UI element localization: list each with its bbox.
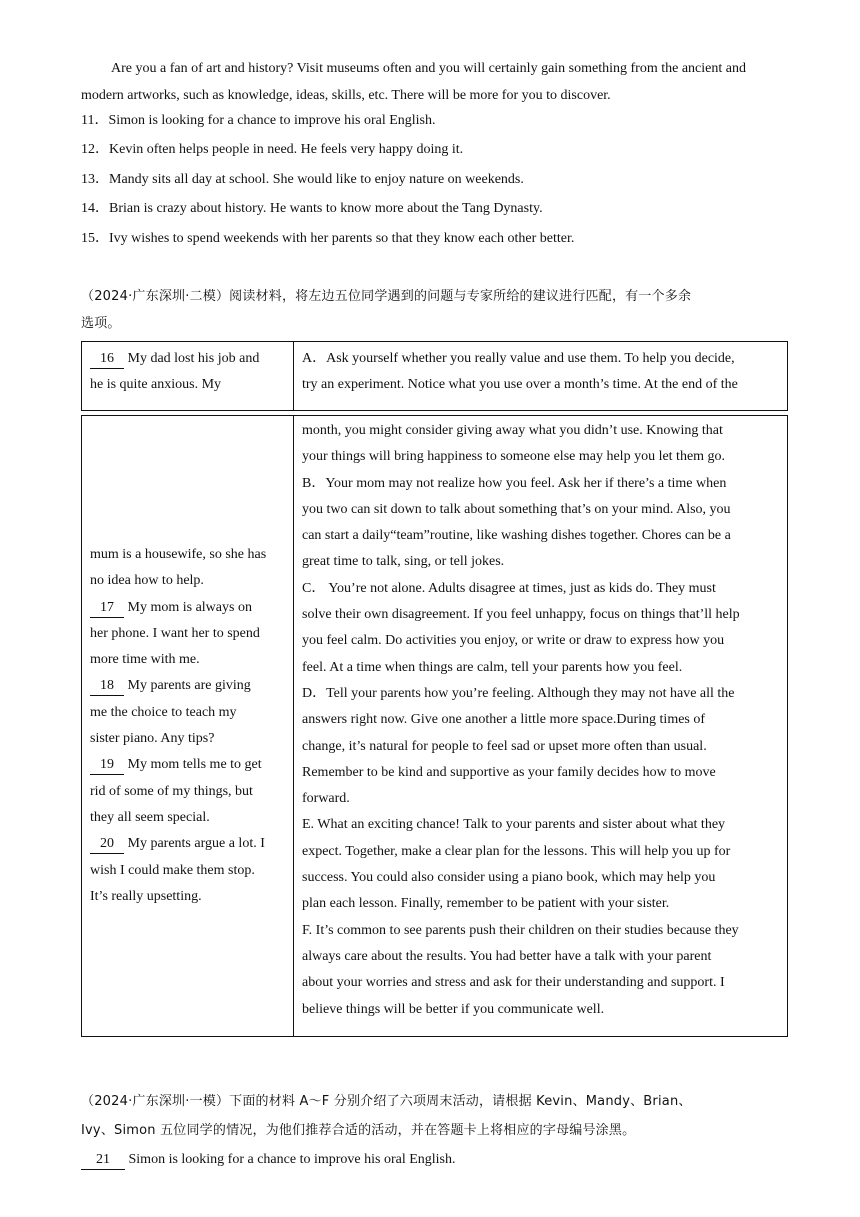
advice-cell [294,416,788,1037]
advice-line: believe things will be better if you communicate well. [302,1001,605,1017]
person-item [81,229,574,249]
advice-line: success. You could also consider using a piano book, which may help you [302,870,716,886]
problem-line: 20 My parents argue a lot. I [90,831,285,857]
section2-header: （2024·广东深圳·二模）阅读材料，将左边五位同学遇到的问题与专家所给的建议进行匹配，有一个多余 [81,289,692,304]
problem-line: they all seem special. [90,809,210,825]
advice-line: A．Ask yourself whether you really value and use them. To help you decide, [302,351,735,366]
advice-line: expect. Together, make a clear plan for the lessons. This will help you up for [302,843,731,859]
item-text: Simon is looking for a chance to improve his oral English. [108,113,436,128]
problem-line: me the choice to teach my [90,704,237,720]
answer-blank[interactable]: 21 [81,1151,125,1170]
item-text: Mandy sits all day at school. She would like to enjoy nature on weekends. [109,172,524,187]
section3-header-cont: Ivy、Simon 五位同学的情况，为他们推荐合适的活动，并在答题卡上将相应的字母编号涂黑。 [81,1123,636,1138]
question-21 [81,1150,456,1170]
answer-blank[interactable]: 18 [90,677,124,696]
section3-header: （2024·广东深圳·一模）下面的材料 A～F 分别介绍了六项周末活动，请根据 Kevin、Mandy、Brian、 [81,1094,692,1109]
advice-line: solve their own disagreement. If you feel unhappy, focus on things that’ll help [302,607,740,623]
item-text: Brian is crazy about history. He wants to know more about the Tang Dynasty. [109,201,543,216]
problem-line: rid of some of my things, but [90,783,253,799]
answer-blank[interactable]: 17 [90,599,124,618]
problem-line: It’s really upsetting. [90,888,202,904]
advice-line: feel. At a time when things are calm, tell your parents how you feel. [302,659,683,675]
item-text: Kevin often helps people in need. He feels very happy doing it. [109,142,464,157]
item-number: 12． [81,142,109,157]
problem-line: 19 My mom tells me to get [90,752,285,778]
intro-paragraph: Are you a fan of art and history? Visit museums often and you will certainly gain something from the ancient and modern artworks, such as knowledge, ideas, skills, etc. There will be more for you to discover. [81,61,746,103]
advice-line: B．Your mom may not realize how you feel. Ask her if there’s a time when [302,475,727,491]
advice-line: E. What an exciting chance! Talk to your parents and sister about what they [302,817,726,833]
problems-cell [82,416,294,1037]
person-item [81,170,524,190]
problem-line: 16 My dad lost his job and [90,346,285,372]
problem-line: mum is a housewife, so she has [90,547,267,562]
problem-line: he is quite anxious. My [90,377,222,393]
problem-line: 18 My parents are giving [90,673,285,699]
advice-line: plan each lesson. Finally, remember to be patient with your sister. [302,896,670,912]
person-item [81,111,436,131]
item-number: 14． [81,201,109,216]
item-number: 11． [81,113,109,128]
advice-line: month, you might consider giving away what you didn’t use. Knowing that [302,423,723,438]
problem-line: sister piano. Any tips? [90,731,215,747]
person-item [81,199,543,219]
item-number: 15． [81,231,109,246]
advice-line: about your worries and stress and ask for their understanding and support. I [302,975,725,991]
problem-line: no idea how to help. [90,573,204,589]
advice-line: D．Tell your parents how you’re feeling. Although they may not have all the [302,685,735,701]
advice-line: try an experiment. Notice what you use over a month’s time. At the end of the [302,377,738,393]
advice-line: C． You’re not alone. Adults disagree at times, just as kids do. They must [302,580,716,596]
person-item [81,140,463,160]
problem-line: wish I could make them stop. [90,862,255,878]
matching-table-part1 [81,341,788,411]
section2-header-cont: 选项。 [81,316,121,331]
advice-line: always care about the results. You had better have a talk with your parent [302,948,712,964]
advice-line: great time to talk, sing, or tell jokes. [302,554,505,570]
matching-table-part2 [81,415,788,1037]
answer-blank[interactable]: 16 [90,350,124,369]
answer-blank[interactable]: 20 [90,835,124,854]
advice-cell [294,342,788,411]
problems-cell [82,342,294,411]
advice-line: can start a daily“team”routine, like washing dishes together. Chores can be a [302,528,731,544]
advice-line: forward. [302,791,350,807]
advice-line: you two can sit down to talk about something that’s on your mind. Also, you [302,501,731,517]
advice-line: answers right now. Give one another a little more space.During times of [302,712,706,728]
advice-line: Remember to be kind and supportive as your family decides how to move [302,764,716,780]
item-number: 13． [81,172,109,187]
advice-line: you feel calm. Do activities you enjoy, or write or draw to express how you [302,633,725,649]
advice-line: your things will bring happiness to someone else may help you let them go. [302,449,726,465]
problem-line: 17 My mom is always on [90,595,285,621]
item-text: Ivy wishes to spend weekends with her parents so that they know each other better. [109,231,575,246]
advice-line: F. It’s common to see parents push their children on their studies because they [302,922,739,938]
problem-line: her phone. I want her to spend [90,625,260,641]
answer-blank[interactable]: 19 [90,756,124,775]
question-text: Simon is looking for a chance to improve his oral English. [125,1152,456,1167]
advice-line: change, it’s natural for people to feel sad or upset more often than usual. [302,738,707,754]
problem-line: more time with me. [90,652,200,668]
